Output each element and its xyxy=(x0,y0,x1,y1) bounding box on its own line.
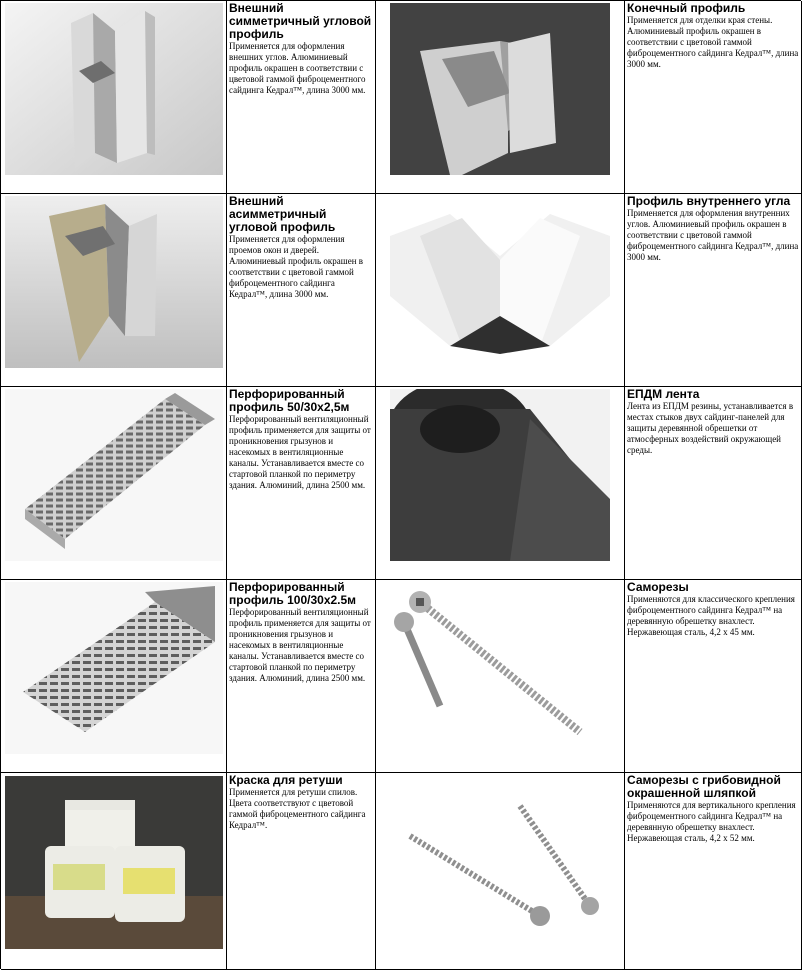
painted-head-screws-photo xyxy=(390,775,610,949)
symmetric-corner-profile-photo xyxy=(5,3,223,175)
product-text-cell xyxy=(227,580,376,773)
product-image-cell xyxy=(1,194,227,387)
product-text-cell xyxy=(227,773,376,970)
product-description: Применяются для классического крепления фиброцементного сайдинга Кедрал™ на деревянную обрешетку внахлест. Нержавеющая сталь, 4,2 x 45 мм. xyxy=(627,594,795,637)
product-description: Применяется для оформления внутренних углов. Алюминиевый профиль окрашен в соответствии с цветовой гаммой фиброцементного сайдинга Кедрал™, длина 3000 мм. xyxy=(627,208,799,262)
touch-up-paint-photo xyxy=(5,775,223,949)
product-description: Применяется для оформления внешних углов. Алюминиевый профиль окрашен в соответствии с цветовой гаммой фиброцементного сайдинга Кедрал™, длина 3000 мм. xyxy=(229,41,366,95)
product-text-cell xyxy=(625,580,802,773)
product-text-cell xyxy=(227,194,376,387)
product-title: Профиль внутреннего угла xyxy=(627,194,791,208)
product-description: Применяется для отделки края стены. Алюминиевый профиль окрашен в соответствии с цветовой гаммой фиброцементного сайдинга Кедрал™, длина 3000 мм. xyxy=(627,15,799,69)
product-title: Перфорированный профиль 50/30x2,5м xyxy=(229,387,350,414)
product-text-cell xyxy=(625,1,802,194)
end-profile-photo xyxy=(390,3,610,175)
product-title: Конечный профиль xyxy=(627,1,746,15)
product-title: Внешний симметричный угловой профиль xyxy=(229,1,372,41)
product-title: Саморезы с грибовидной окрашенной шляпкой xyxy=(627,773,781,800)
product-image-cell xyxy=(1,580,227,773)
product-description: Применяется для оформления проемов окон и дверей. Алюминиевый профиль окрашен в соответствии с цветовой гаммой фиброцементного сайдинга Кедрал™, длина 3000 мм. xyxy=(229,234,364,299)
product-image-cell xyxy=(1,387,227,580)
product-text-cell xyxy=(625,387,802,580)
screws-photo xyxy=(390,582,610,754)
product-image-cell xyxy=(376,773,625,970)
product-image-cell xyxy=(376,580,625,773)
product-title: Внешний асимметричный угловой профиль xyxy=(229,194,336,234)
product-image-cell xyxy=(376,194,625,387)
product-title: Перфорированный профиль 100/30x2.5м xyxy=(229,580,357,607)
product-description: Перфорированный вентиляционный профиль применяется для защиты от проникновения грызунов и насекомых в вентиляционные каналы. Устанавливается вместе со стартовой планкой по периметру здания. Алюминий, длина 2500 мм. xyxy=(229,607,371,683)
product-text-cell xyxy=(227,1,376,194)
inner-corner-profile-photo xyxy=(390,196,610,368)
product-text-cell xyxy=(227,387,376,580)
product-text-cell xyxy=(625,773,802,970)
product-image-cell xyxy=(1,1,227,194)
product-image-cell xyxy=(1,773,227,970)
perforated-profile-100-photo xyxy=(5,582,223,754)
perforated-profile-50-photo xyxy=(5,389,223,561)
product-description: Применяется для ретуши спилов. Цвета соответствуют с цветовой гаммой фиброцементного сайдинга Кедрал™. xyxy=(229,787,366,830)
product-description: Перфорированный вентиляционный профиль применяется для защиты от проникновения грызунов и насекомых в вентиляционные каналы. Устанавливается вместе со стартовой планкой по периметру здания. Алюминий, длина 2500 мм. xyxy=(229,414,371,490)
product-image-cell xyxy=(376,1,625,194)
asymmetric-corner-profile-photo xyxy=(5,196,223,368)
product-title: Саморезы xyxy=(627,580,689,594)
product-description: Лента из ЕПДМ резины, устанавливается в местах стыков двух сайдинг-панелей для защиты деревянной обрешетки от атмосферных воздействий окружающей среды. xyxy=(627,401,794,455)
product-description: Применяются для вертикального крепления фиброцементного сайдинга Кедрал™ на деревянную обрешетку внахлест. Нержавеющая сталь, 4,2 x 52 мм. xyxy=(627,800,796,843)
epdm-tape-photo xyxy=(390,389,610,561)
product-title: Краска для ретуши xyxy=(229,773,343,787)
product-title: ЕПДМ лента xyxy=(627,387,700,401)
product-text-cell xyxy=(625,194,802,387)
product-image-cell xyxy=(376,387,625,580)
